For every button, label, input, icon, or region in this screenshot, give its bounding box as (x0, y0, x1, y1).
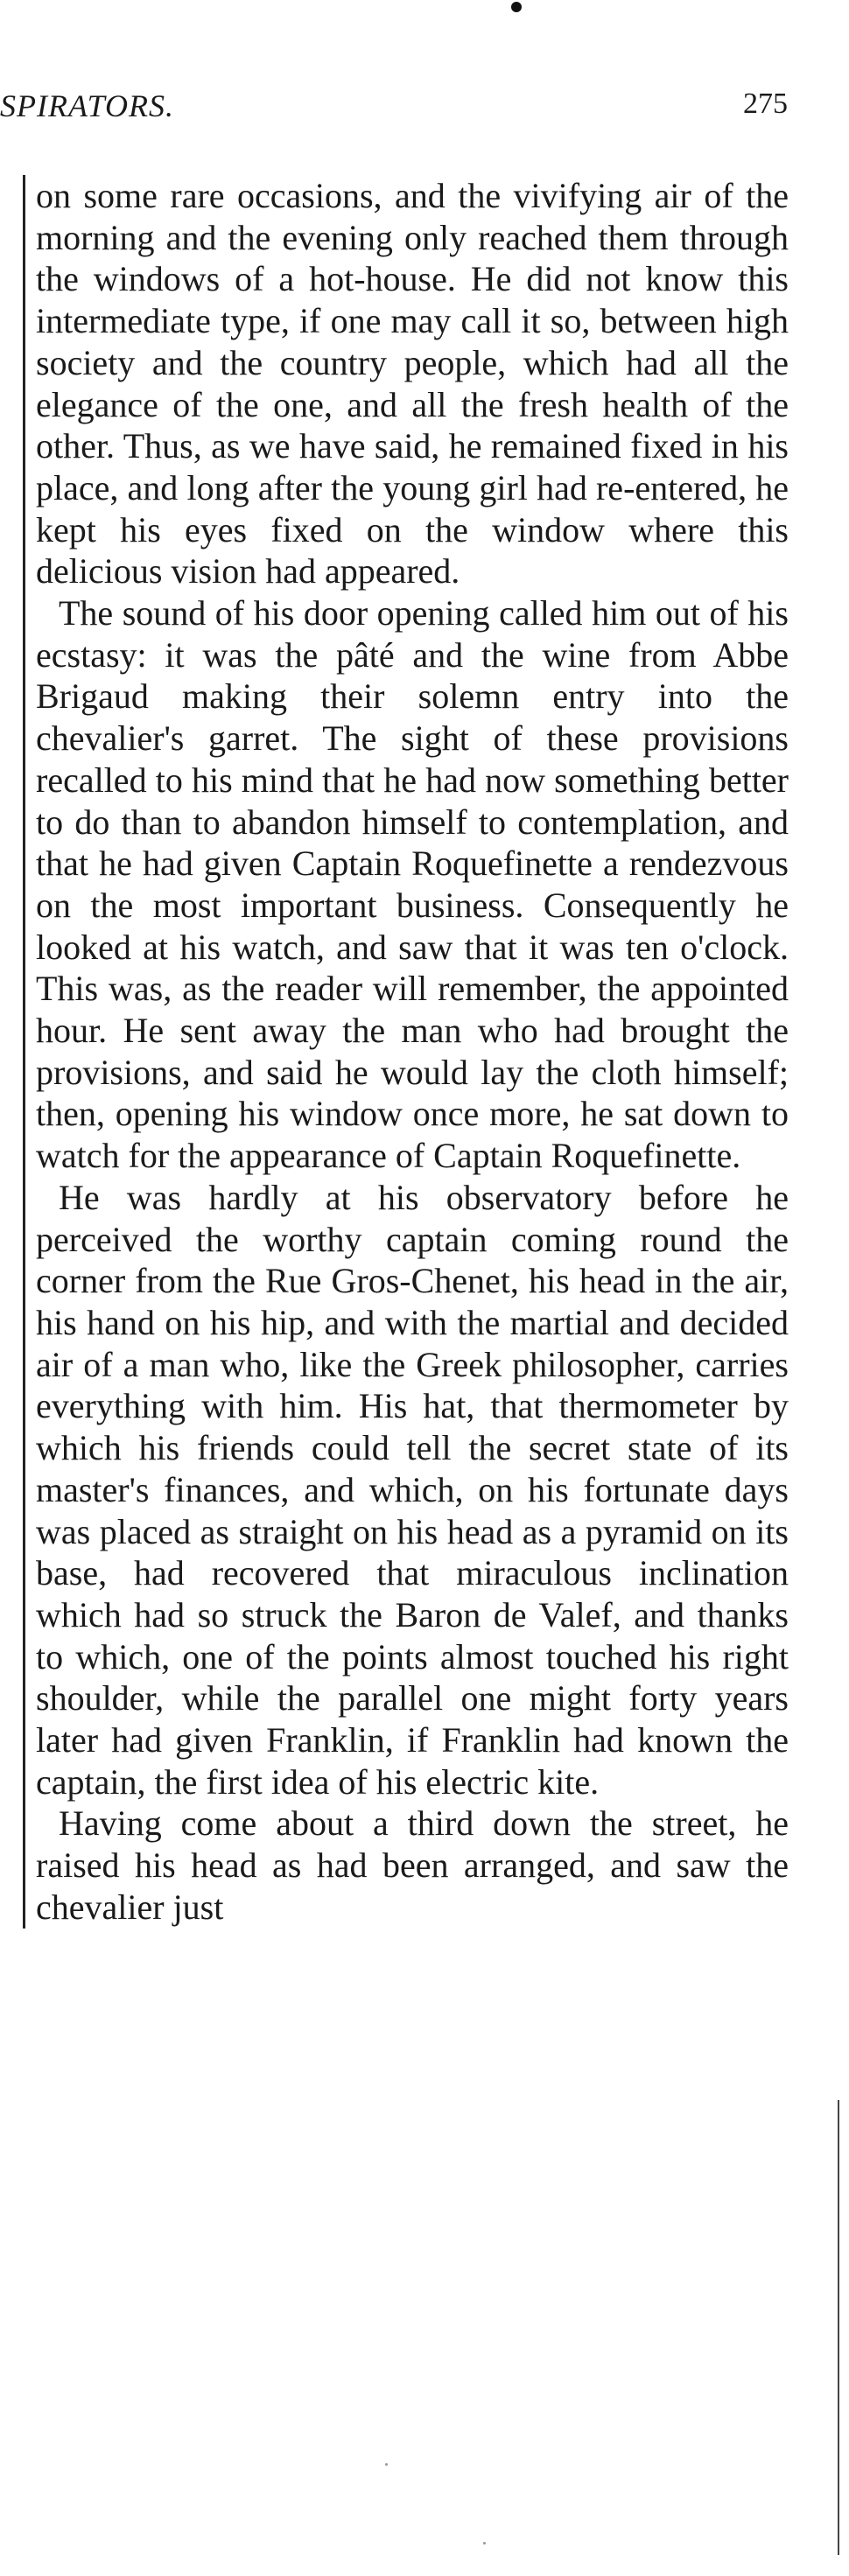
paragraph-4: Having come about a third down the street, he raised his head as had been arranged, and saw the chevalier just (36, 1803, 789, 1927)
ink-speck (511, 2, 522, 12)
page-speck (385, 2463, 388, 2466)
page-speck (483, 2542, 486, 2544)
paragraph-1: on some rare occasions, and the vivifying air of the morning and the evening only reached them through the windows of a hot-house. He did not know this intermediate type, if one may call it so, between high society and the country people, which had all the elegance of the one, and all the fresh health of the other. Thus, as we have said, he remained fixed in his place, and long after the young girl had re-entered, he kept his eyes fixed on the window where this delicious vision had appeared. (36, 176, 789, 592)
page-number: 275 (743, 88, 788, 120)
paragraph-3: He was hardly at his observatory before he perceived the worthy captain coming round the corner from the Rue Gros-Chenet, his head in the air, his hand on his hip, and with the martial and decided air of a man who, like the Greek philosopher, carries everything with him. His hat, that thermometer by which his friends could tell the secret state of its master's finances, and which, on his fortunate days was placed as straight on his head as a pyramid on its base, had recovered that miraculous inclination which had so struck the Baron de Valef, and thanks to which, one of the points almost touched his right shoulder, while the parallel one might forty years later had given Franklin, if Franklin had known the captain, the first idea of his electric kite. (36, 1177, 789, 1802)
running-title: SPIRATORS. (0, 88, 174, 123)
page-header (0, 88, 788, 140)
paragraph-2: The sound of his door opening called him out of his ecstasy: it was the pâté and the wine from Abbe Brigaud making their solemn entry into the chevalier's garret. The sight of these provisions recalled to his mind that he had now something better to do than to abandon himself to contemplation, and that he had given Captain Roquefinette a rendezvous on the most important business. Consequently he looked at his watch, and saw that it was ten o'clock. This was, as the reader will remember, the appointed hour. He sent away the man who had brought the provisions, and said he would lay the cloth himself; then, opening his window once more, he sat down to watch for the appearance of Captain Roquefinette. (36, 593, 789, 1176)
body-text (23, 175, 789, 1928)
right-margin-rule (838, 2100, 839, 2555)
